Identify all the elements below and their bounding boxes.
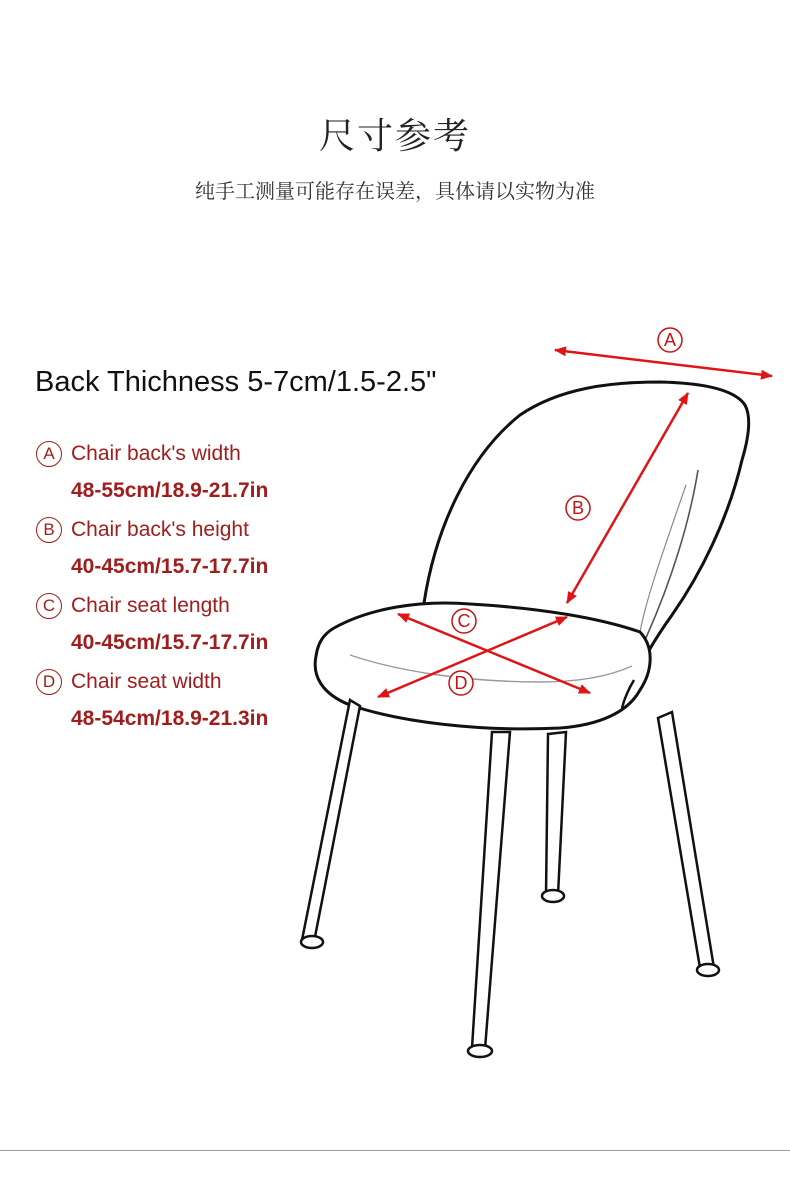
- arrow-a: [555, 350, 772, 376]
- svg-text:A: A: [663, 330, 677, 350]
- svg-text:D: D: [454, 673, 468, 693]
- spec-value-c: 40-45cm/15.7-17.7in: [71, 631, 269, 654]
- spec-label-d: Chair seat width: [71, 670, 222, 693]
- bottom-divider: [0, 1150, 790, 1151]
- back-thickness-text: Back Thichness 5-7cm/1.5-2.5": [35, 366, 437, 398]
- spec-label-b: Chair back's height: [71, 518, 249, 541]
- page-subtitle: 纯手工测量可能存在误差，具体请以实物为准: [195, 179, 595, 203]
- page-title: 尺寸参考: [318, 116, 471, 157]
- letter-a-badge: A: [36, 441, 62, 467]
- spec-label-a: Chair back's width: [71, 442, 241, 465]
- letter-b-badge: B: [36, 517, 62, 543]
- spec-value-b: 40-45cm/15.7-17.7in: [71, 555, 269, 578]
- spec-value-d: 48-54cm/18.9-21.3in: [71, 707, 269, 730]
- svg-text:C: C: [457, 611, 471, 631]
- drawing-label-b: [566, 496, 590, 520]
- chair-seat-outline: [315, 603, 650, 729]
- spec-label-c: Chair seat length: [71, 594, 230, 617]
- chair-legs: [301, 700, 719, 1057]
- letter-c-badge: C: [36, 593, 62, 619]
- svg-text:B: B: [571, 498, 585, 518]
- drawing-label-d: [449, 671, 473, 695]
- letter-d-badge: D: [36, 669, 62, 695]
- spec-value-a: 48-55cm/18.9-21.7in: [71, 479, 269, 502]
- drawing-label-c: [452, 609, 476, 633]
- drawing-label-a: [658, 328, 682, 352]
